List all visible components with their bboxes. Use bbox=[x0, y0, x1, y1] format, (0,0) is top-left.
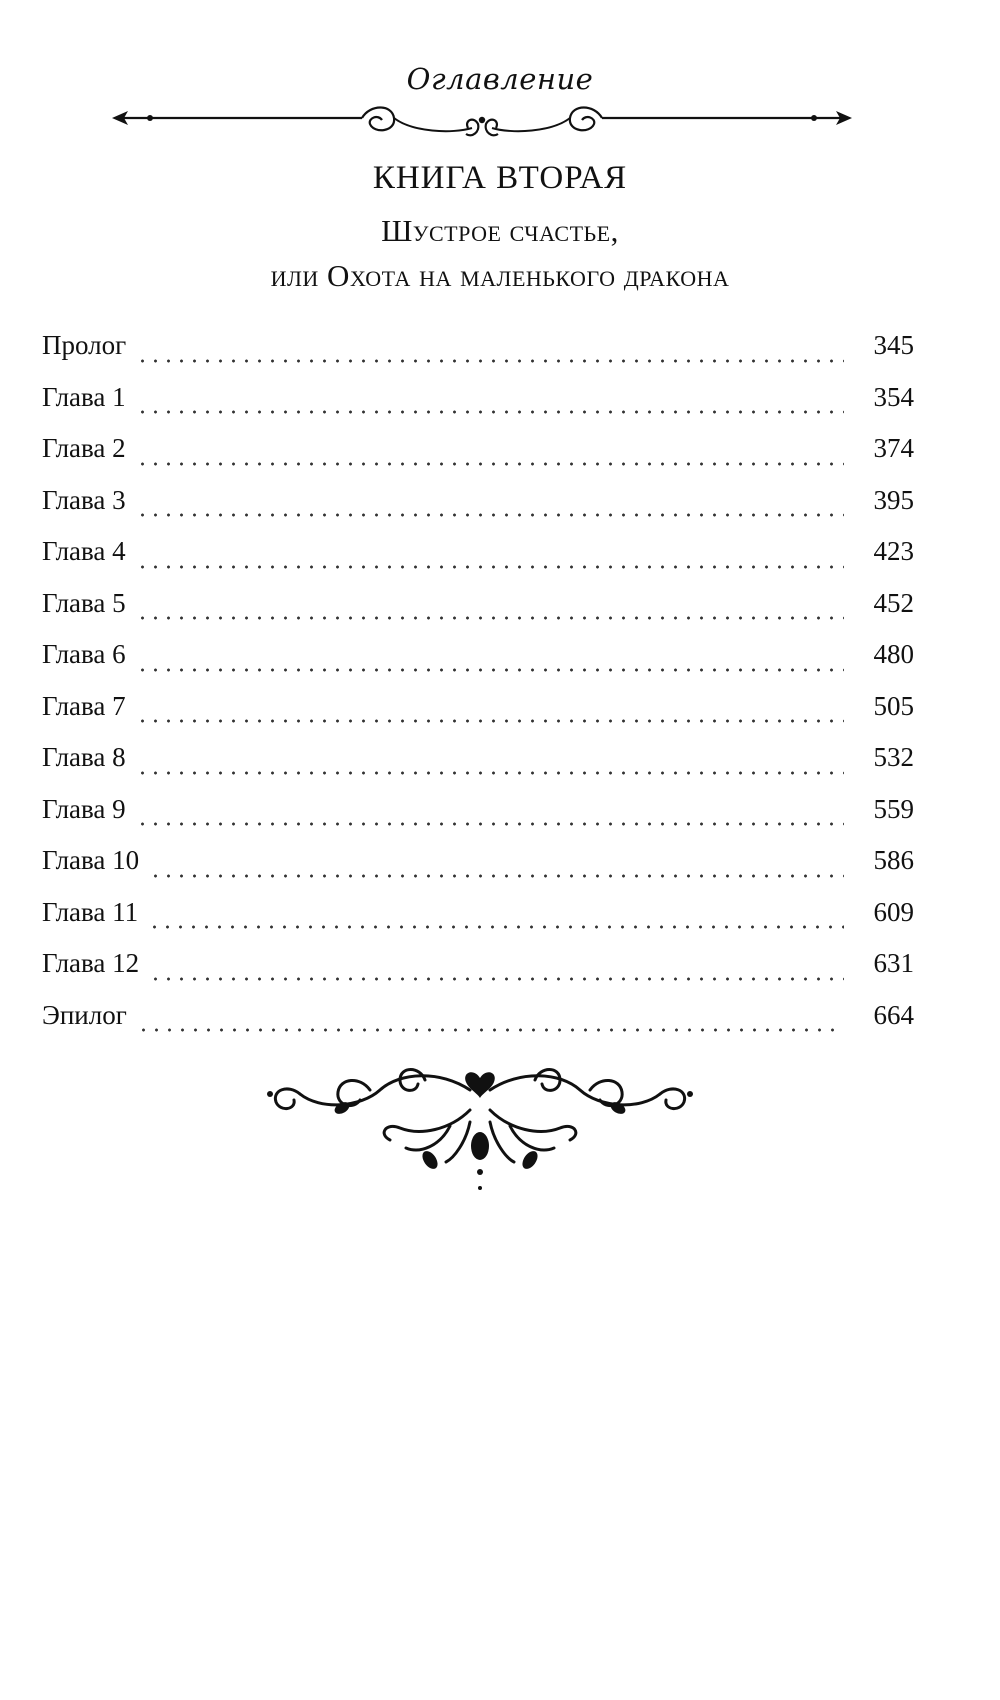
header-flourish-ornament bbox=[112, 98, 852, 150]
toc-entry-page: 374 bbox=[873, 433, 914, 463]
toc-entry-page: 559 bbox=[873, 793, 914, 824]
toc-entry-label: Глава 2 bbox=[42, 433, 126, 463]
dot-leader bbox=[136, 616, 844, 620]
toc-entry-page: 609 bbox=[873, 896, 914, 927]
toc-entry[interactable] bbox=[42, 691, 914, 743]
dot-leader bbox=[136, 822, 844, 826]
toc-entry[interactable] bbox=[42, 794, 914, 846]
toc-entry-label: Глава 4 bbox=[42, 536, 126, 566]
toc-entry[interactable] bbox=[42, 1000, 914, 1052]
toc-entry-page: 631 bbox=[873, 948, 914, 978]
dot-leader bbox=[137, 1028, 844, 1032]
toc-entry-label: Глава 10 bbox=[42, 845, 140, 875]
toc-entry-label: Глава 9 bbox=[42, 793, 126, 824]
toc-entry[interactable] bbox=[42, 639, 914, 691]
toc-entry[interactable] bbox=[42, 588, 914, 640]
toc-entry-label: Пролог bbox=[42, 330, 127, 360]
toc-entry-page: 532 bbox=[873, 742, 914, 772]
running-head: Оглавление bbox=[406, 62, 594, 96]
toc-entry-page: 664 bbox=[873, 999, 914, 1030]
toc-entry[interactable] bbox=[42, 433, 914, 485]
dot-leader bbox=[149, 977, 844, 981]
toc-entry-page: 586 bbox=[873, 845, 914, 875]
toc-entry[interactable] bbox=[42, 330, 914, 382]
toc-entry[interactable] bbox=[42, 536, 914, 588]
dot-leader bbox=[148, 925, 844, 929]
toc-entry[interactable] bbox=[42, 382, 914, 434]
dot-leader bbox=[136, 462, 844, 466]
toc-entry-page: 354 bbox=[873, 381, 914, 412]
dot-leader bbox=[136, 565, 844, 569]
dot-leader bbox=[136, 359, 844, 363]
dot-leader bbox=[136, 513, 844, 517]
toc-entry-page: 505 bbox=[873, 690, 914, 721]
toc-entry-label: Эпилог bbox=[42, 999, 127, 1030]
subtitle-line-1: Шустрое счастье, bbox=[381, 213, 619, 248]
toc-entry-page: 423 bbox=[873, 536, 914, 566]
table-of-contents bbox=[42, 330, 914, 1051]
dot-leader bbox=[136, 719, 844, 723]
toc-entry[interactable] bbox=[42, 948, 914, 1000]
toc-entry-label: Глава 5 bbox=[42, 587, 126, 618]
toc-entry-page: 452 bbox=[873, 587, 914, 618]
dot-leader bbox=[136, 771, 844, 775]
toc-entry-label: Глава 7 bbox=[42, 690, 126, 721]
toc-entry-label: Глава 8 bbox=[42, 742, 126, 772]
toc-entry-page: 345 bbox=[873, 330, 914, 360]
toc-entry-page: 395 bbox=[873, 484, 914, 515]
toc-entry[interactable] bbox=[42, 742, 914, 794]
dot-leader bbox=[136, 410, 844, 414]
dot-leader bbox=[136, 668, 844, 672]
toc-entry[interactable] bbox=[42, 485, 914, 537]
toc-entry-label: Глава 11 bbox=[42, 896, 139, 927]
book-title: КНИГА ВТОРАЯ bbox=[372, 160, 628, 196]
toc-entry-label: Глава 6 bbox=[42, 639, 126, 669]
toc-entry-label: Глава 3 bbox=[42, 484, 126, 515]
subtitle-line-2: или Охота на маленького дракона bbox=[270, 258, 730, 293]
toc-entry[interactable] bbox=[42, 897, 914, 949]
toc-entry[interactable] bbox=[42, 845, 914, 897]
footer-vignette-ornament bbox=[250, 1050, 710, 1200]
toc-entry-label: Глава 12 bbox=[42, 948, 140, 978]
toc-entry-label: Глава 1 bbox=[42, 381, 126, 412]
dot-leader bbox=[149, 874, 844, 878]
toc-entry-page: 480 bbox=[873, 639, 914, 669]
